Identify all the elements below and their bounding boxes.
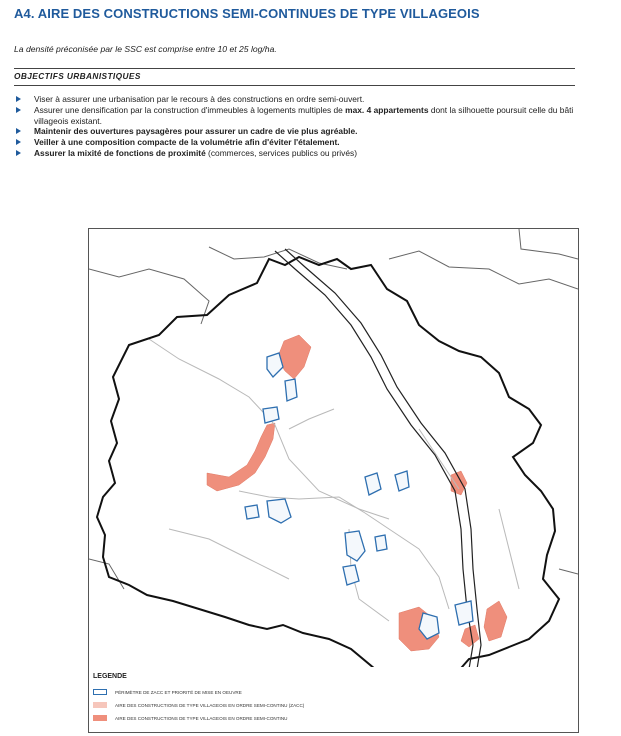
- objective-text: dont la silhouette poursuit celle du bâti villageois existant.: [34, 104, 574, 126]
- objective-text: Assurer une densification par la construction d'immeubles à logements multiples de: [34, 104, 346, 115]
- legend-label: PÉRIMÈTRE DE ZACC ET PRIORITÉ DE MISE EN OEUVRE: [115, 689, 242, 695]
- page-title: A4. AIRE DES CONSTRUCTIONS SEMI-CONTINUES DE TYPE VILLAGEOIS: [14, 6, 480, 21]
- bullet-arrow-icon: [16, 128, 21, 134]
- objective-item: [14, 137, 580, 148]
- objective-item: [14, 94, 580, 105]
- municipal-boundary: [97, 257, 559, 709]
- neighbouring-boundaries: [89, 229, 578, 699]
- objective-text: (commerces, services publics ou privés): [205, 147, 357, 158]
- bullet-arrow-icon: [16, 139, 21, 145]
- legend-item-villageois-area: [93, 713, 287, 723]
- objectives-list: [14, 94, 580, 159]
- objective-text: Maintenir des ouvertures paysagères pour assurer un cadre de vie plus agréable.: [34, 126, 358, 137]
- legend-swatch-zacc-area: [93, 702, 107, 708]
- zacc-perimeters: [245, 353, 473, 639]
- objective-item: [14, 148, 580, 159]
- objective-item: [14, 105, 580, 127]
- legend-swatch-zacc-perimeter: [93, 689, 107, 695]
- legend-label: AIRE DES CONSTRUCTIONS DE TYPE VILLAGEOIS EN ORDRE SEMI-CONTINU: [115, 715, 288, 721]
- legend-item-zacc-area: [93, 700, 304, 710]
- objective-text: Assurer la mixité de fonctions de proximité: [34, 147, 206, 158]
- objective-item: [14, 126, 580, 137]
- map-legend: [89, 667, 578, 733]
- main-corridor: [275, 249, 481, 669]
- density-intro: La densité préconisée par le SSC est comprise entre 10 et 25 log/ha.: [14, 44, 277, 54]
- map-drawing: [89, 229, 578, 732]
- bullet-arrow-icon: [16, 96, 21, 102]
- objective-text: Viser à assurer une urbanisation par le recours à des constructions en ordre semi-ouvert.: [34, 94, 365, 104]
- bullet-arrow-icon: [16, 107, 21, 113]
- objective-text: max. 4 appartements: [345, 104, 429, 115]
- legend-swatch-villageois-area: [93, 715, 107, 721]
- objective-text: Veiller à une composition compacte de la volumétrie afin d'éviter l'étalement.: [34, 137, 340, 148]
- legend-item-zacc-perimeter: [93, 687, 242, 697]
- section-rule-bottom: [14, 85, 575, 86]
- section-rule-top: [14, 68, 575, 69]
- bullet-arrow-icon: [16, 150, 21, 156]
- legend-label: AIRE DES CONSTRUCTIONS DE TYPE VILLAGEOIS EN ORDRE SEMI-CONTINU (ZACC): [115, 702, 305, 708]
- objectives-heading: OBJECTIFS URBANISTIQUES: [14, 71, 141, 81]
- legend-title: LEGENDE: [93, 673, 127, 680]
- zoning-map: [88, 228, 579, 733]
